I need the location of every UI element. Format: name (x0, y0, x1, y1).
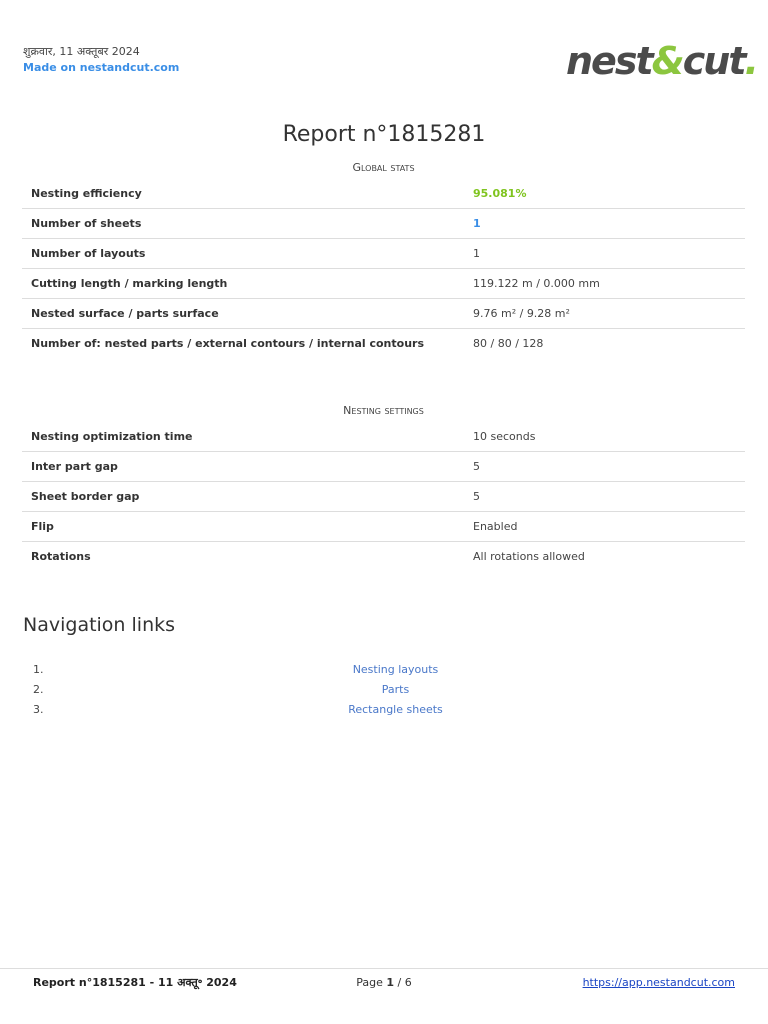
header-meta (23, 44, 179, 76)
page-footer (0, 974, 768, 992)
table-row (22, 239, 745, 269)
setting-value: All rotations allowed (464, 542, 745, 572)
table-row (22, 329, 745, 359)
table-row (22, 422, 745, 452)
logo-text-cut: cut (682, 39, 745, 83)
navigation-heading: Navigation links (23, 614, 176, 636)
footer-divider (0, 968, 768, 969)
nesting-efficiency-value: 95.081% (473, 187, 527, 200)
table-row (22, 209, 745, 239)
setting-label: Nesting optimization time (31, 430, 193, 443)
stat-value: 1 (464, 239, 745, 269)
setting-value: 5 (464, 482, 745, 512)
nesting-settings-caption: Nesting settings (343, 404, 424, 417)
list-number: 3. (33, 703, 44, 716)
setting-value: Enabled (464, 512, 745, 542)
list-number: 2. (33, 683, 44, 696)
nesting-layouts-link[interactable]: Nesting layouts (352, 663, 439, 676)
table-row (22, 179, 745, 209)
made-on-link[interactable]: Made on nestandcut.com (23, 61, 180, 74)
list-number: 1. (33, 663, 44, 676)
logo-text-nest: nest (566, 39, 652, 83)
setting-label: Inter part gap (22, 452, 464, 482)
navigation-list (23, 660, 768, 720)
report-date: शुक्रवार, 11 अक्तूबर 2024 (23, 45, 140, 58)
page-total: 6 (404, 976, 412, 989)
page-separator: / (394, 976, 405, 989)
global-stats-section (22, 157, 745, 358)
logo-dot: . (744, 39, 757, 83)
table-row (22, 512, 745, 542)
setting-label: Flip (22, 512, 464, 542)
number-of-sheets-value: 1 (464, 209, 745, 239)
page-current: 1 (386, 976, 395, 989)
global-stats-table (22, 179, 745, 358)
table-row (22, 542, 745, 572)
nesting-settings-section (22, 400, 745, 571)
stat-label: Number of: nested parts / external contours / internal contours (22, 329, 464, 359)
list-item (23, 680, 768, 700)
stat-label: Number of sheets (22, 209, 464, 239)
setting-value: 5 (464, 452, 745, 482)
footer-report-label: Report n°1815281 - 11 अक्तू॰ 2024 (33, 976, 237, 989)
stat-label: Cutting length / marking length (22, 269, 464, 299)
table-row (22, 299, 745, 329)
stat-value: 119.122 m / 0.000 mm (464, 269, 745, 299)
page-prefix: Page (356, 976, 387, 989)
stat-value: 9.76 m² / 9.28 m² (464, 299, 745, 329)
logo-ampersand: & (651, 39, 683, 83)
stat-label: Nested surface / parts surface (22, 299, 464, 329)
page-title: Report n°1815281 (282, 121, 486, 147)
stat-value: 80 / 80 / 128 (464, 329, 745, 359)
list-item (23, 700, 768, 720)
app-url-link[interactable]: https://app.nestandcut.com (582, 976, 735, 989)
table-row (22, 482, 745, 512)
stat-label: Number of layouts (22, 239, 464, 269)
table-row (22, 452, 745, 482)
nestandcut-logo (566, 38, 757, 84)
list-item (23, 660, 768, 680)
table-row (22, 269, 745, 299)
rectangle-sheets-link[interactable]: Rectangle sheets (348, 703, 443, 716)
global-stats-caption: Global stats (352, 161, 415, 174)
setting-value: 10 seconds (473, 430, 536, 443)
setting-label: Sheet border gap (22, 482, 464, 512)
nesting-settings-table (22, 422, 745, 571)
setting-label: Rotations (22, 542, 464, 572)
parts-link[interactable]: Parts (381, 683, 410, 696)
stat-label: Nesting efficiency (31, 187, 142, 200)
